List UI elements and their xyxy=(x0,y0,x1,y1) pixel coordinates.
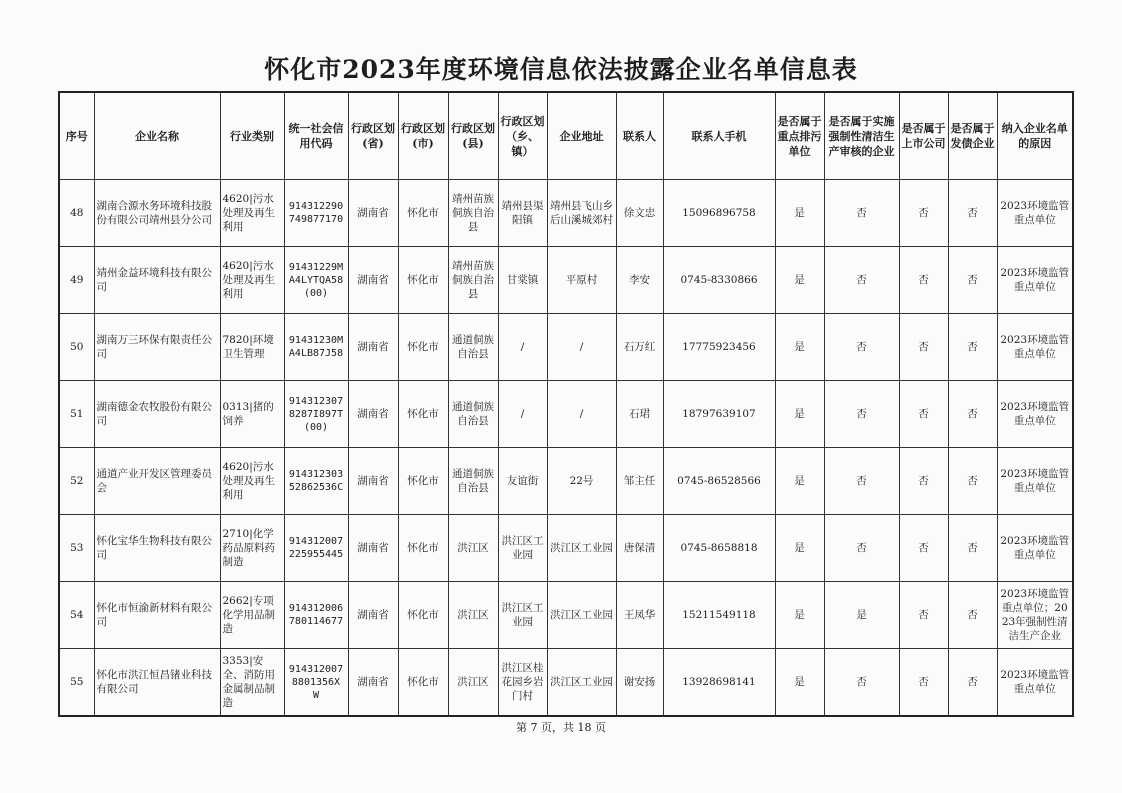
industry-category-cell: 3353|安全、消防用金属制品制造 xyxy=(220,649,284,717)
bond-issuer-flag-cell: 否 xyxy=(948,247,997,314)
contact-phone-cell: 17775923456 xyxy=(663,314,775,381)
key-polluter-flag-cell: 是 xyxy=(775,180,824,247)
listed-company-flag-cell: 否 xyxy=(899,381,948,448)
city-cell: 怀化市 xyxy=(398,180,448,247)
listed-company-flag-cell: 否 xyxy=(899,515,948,582)
inclusion-reason-cell: 2023环境监管重点单位 xyxy=(997,515,1073,582)
company-name-cell: 湖南德金农牧股份有限公司 xyxy=(94,381,220,448)
company-name-cell: 怀化市洪江恒昌锗业科技有限公司 xyxy=(94,649,220,717)
header-cell: 是否属于上市公司 xyxy=(899,92,948,180)
industry-category-cell: 2662|专项化学用品制造 xyxy=(220,582,284,649)
header-cell: 序号 xyxy=(59,92,94,180)
listed-company-flag-cell: 否 xyxy=(899,448,948,515)
contact-person-cell: 邹主任 xyxy=(616,448,663,515)
credit-code-cell: 91431229MA4LYTQA58(00) xyxy=(284,247,348,314)
row-number-cell: 55 xyxy=(59,649,94,717)
credit-code-cell: 914312007225955445 xyxy=(284,515,348,582)
inclusion-reason-cell: 2023环境监管重点单位 xyxy=(997,314,1073,381)
bond-issuer-flag-cell: 否 xyxy=(948,448,997,515)
clean-production-flag-cell: 否 xyxy=(824,649,899,717)
county-cell: 通道侗族自治县 xyxy=(448,314,498,381)
province-cell: 湖南省 xyxy=(348,448,398,515)
city-cell: 怀化市 xyxy=(398,247,448,314)
credit-code-cell: 9143123078287I897T(00) xyxy=(284,381,348,448)
address-cell: 靖州县飞山乡后山溪城郊村 xyxy=(547,180,616,247)
page-number: 第 7 页，共 18 页 xyxy=(516,721,606,734)
address-cell: 洪江区工业园 xyxy=(547,582,616,649)
contact-phone-cell: 13928698141 xyxy=(663,649,775,717)
town-cell: 甘棠镇 xyxy=(498,247,547,314)
contact-person-cell: 徐文忠 xyxy=(616,180,663,247)
listed-company-flag-cell: 否 xyxy=(899,247,948,314)
company-name-cell: 怀化宝华生物科技有限公司 xyxy=(94,515,220,582)
town-cell: 靖州县渠阳镇 xyxy=(498,180,547,247)
credit-code-cell: 9143120078801356X W xyxy=(284,649,348,717)
industry-category-cell: 4620|污水处理及再生利用 xyxy=(220,448,284,515)
contact-person-cell: 石珺 xyxy=(616,381,663,448)
credit-code-cell: 914312303528625​36C xyxy=(284,448,348,515)
listed-company-flag-cell: 否 xyxy=(899,180,948,247)
header-cell: 行政区划(县) xyxy=(448,92,498,180)
province-cell: 湖南省 xyxy=(348,247,398,314)
contact-person-cell: 石万红 xyxy=(616,314,663,381)
header-cell: 行政区划(省) xyxy=(348,92,398,180)
header-cell: 联系人 xyxy=(616,92,663,180)
table-row xyxy=(59,649,1073,717)
key-polluter-flag-cell: 是 xyxy=(775,448,824,515)
clean-production-flag-cell: 是 xyxy=(824,582,899,649)
listed-company-flag-cell: 否 xyxy=(899,582,948,649)
key-polluter-flag-cell: 是 xyxy=(775,515,824,582)
row-number-cell: 54 xyxy=(59,582,94,649)
row-number-cell: 52 xyxy=(59,448,94,515)
row-number-cell: 49 xyxy=(59,247,94,314)
city-cell: 怀化市 xyxy=(398,582,448,649)
town-cell: 洪江区桂花园乡岩门村 xyxy=(498,649,547,717)
contact-phone-cell: 0745-86528566 xyxy=(663,448,775,515)
header-cell: 是否属于实施强制性清洁生产审核的企业 xyxy=(824,92,899,180)
province-cell: 湖南省 xyxy=(348,515,398,582)
city-cell: 怀化市 xyxy=(398,515,448,582)
address-cell: 洪江区工业园 xyxy=(547,515,616,582)
header-cell: 行政区划(市) xyxy=(398,92,448,180)
company-name-cell: 通道产业开发区管理委员会 xyxy=(94,448,220,515)
contact-phone-cell: 15096896758 xyxy=(663,180,775,247)
clean-production-flag-cell: 否 xyxy=(824,314,899,381)
table-row xyxy=(59,381,1073,448)
province-cell: 湖南省 xyxy=(348,649,398,717)
company-name-cell: 湖南合源水务环境科技股份有限公司靖州县分公司 xyxy=(94,180,220,247)
header-cell: 企业地址 xyxy=(547,92,616,180)
contact-phone-cell: 0745-8658818 xyxy=(663,515,775,582)
bond-issuer-flag-cell: 否 xyxy=(948,515,997,582)
town-cell: / xyxy=(498,381,547,448)
header-cell: 联系人手机 xyxy=(663,92,775,180)
credit-code-cell: 914312006780114677 xyxy=(284,582,348,649)
contact-phone-cell: 15211549118 xyxy=(663,582,775,649)
county-cell: 靖州苗族侗族自治县 xyxy=(448,180,498,247)
address-cell: 洪江区工业园 xyxy=(547,649,616,717)
key-polluter-flag-cell: 是 xyxy=(775,314,824,381)
enterprise-table xyxy=(58,91,1074,717)
credit-code-cell: 91431230MA4LB87J58 xyxy=(284,314,348,381)
county-cell: 靖州苗族侗族自治县 xyxy=(448,247,498,314)
table-row xyxy=(59,247,1073,314)
row-number-cell: 48 xyxy=(59,180,94,247)
province-cell: 湖南省 xyxy=(348,582,398,649)
clean-production-flag-cell: 否 xyxy=(824,515,899,582)
header-cell: 纳入企业名单的原因 xyxy=(997,92,1073,180)
town-cell: 友谊街 xyxy=(498,448,547,515)
header-cell: 行业类别 xyxy=(220,92,284,180)
clean-production-flag-cell: 否 xyxy=(824,448,899,515)
listed-company-flag-cell: 否 xyxy=(899,649,948,717)
address-cell: / xyxy=(547,381,616,448)
bond-issuer-flag-cell: 否 xyxy=(948,582,997,649)
key-polluter-flag-cell: 是 xyxy=(775,381,824,448)
county-cell: 洪江区 xyxy=(448,582,498,649)
city-cell: 怀化市 xyxy=(398,381,448,448)
inclusion-reason-cell: 2023环境监管重点单位 xyxy=(997,247,1073,314)
key-polluter-flag-cell: 是 xyxy=(775,247,824,314)
header-row xyxy=(59,92,1073,180)
address-cell: 平原村 xyxy=(547,247,616,314)
table-row xyxy=(59,314,1073,381)
province-cell: 湖南省 xyxy=(348,381,398,448)
row-number-cell: 50 xyxy=(59,314,94,381)
address-cell: 22号 xyxy=(547,448,616,515)
clean-production-flag-cell: 否 xyxy=(824,247,899,314)
contact-phone-cell: 18797639107 xyxy=(663,381,775,448)
table-row xyxy=(59,180,1073,247)
header-cell: 统一社会信用代码 xyxy=(284,92,348,180)
address-cell: / xyxy=(547,314,616,381)
industry-category-cell: 2710|化学药品原料药制造 xyxy=(220,515,284,582)
key-polluter-flag-cell: 是 xyxy=(775,582,824,649)
city-cell: 怀化市 xyxy=(398,649,448,717)
town-cell: 洪江区工业园 xyxy=(498,582,547,649)
row-number-cell: 51 xyxy=(59,381,94,448)
company-name-cell: 怀化市恒渝新材料有限公司 xyxy=(94,582,220,649)
listed-company-flag-cell: 否 xyxy=(899,314,948,381)
contact-phone-cell: 0745-8330866 xyxy=(663,247,775,314)
header-cell: 企业名称 xyxy=(94,92,220,180)
industry-category-cell: 0313|猪的饲养 xyxy=(220,381,284,448)
town-cell: / xyxy=(498,314,547,381)
inclusion-reason-cell: 2023环境监管重点单位 xyxy=(997,448,1073,515)
company-name-cell: 湖南万三环保有限责任公司 xyxy=(94,314,220,381)
contact-person-cell: 王凤华 xyxy=(616,582,663,649)
inclusion-reason-cell: 2023环境监管重点单位 xyxy=(997,381,1073,448)
county-cell: 洪江区 xyxy=(448,649,498,717)
contact-person-cell: 谢安扬 xyxy=(616,649,663,717)
city-cell: 怀化市 xyxy=(398,448,448,515)
table-row xyxy=(59,515,1073,582)
header-cell: 是否属于重点排污单位 xyxy=(775,92,824,180)
header-cell: 行政区划（乡、镇） xyxy=(498,92,547,180)
industry-category-cell: 4620|污水处理及再生利用 xyxy=(220,180,284,247)
town-cell: 洪江区工业园 xyxy=(498,515,547,582)
credit-code-cell: 914312290749877170 xyxy=(284,180,348,247)
contact-person-cell: 唐保清 xyxy=(616,515,663,582)
county-cell: 通道侗族自治县 xyxy=(448,381,498,448)
clean-production-flag-cell: 否 xyxy=(824,381,899,448)
industry-category-cell: 4620|污水处理及再生利用 xyxy=(220,247,284,314)
province-cell: 湖南省 xyxy=(348,314,398,381)
bond-issuer-flag-cell: 否 xyxy=(948,381,997,448)
industry-category-cell: 7820|环境卫生管理 xyxy=(220,314,284,381)
table-row xyxy=(59,582,1073,649)
clean-production-flag-cell: 否 xyxy=(824,180,899,247)
company-name-cell: 靖州金益环境科技有限公司 xyxy=(94,247,220,314)
contact-person-cell: 李安 xyxy=(616,247,663,314)
inclusion-reason-cell: 2023环境监管重点单位 xyxy=(997,649,1073,717)
header-cell: 是否属于发债企业 xyxy=(948,92,997,180)
county-cell: 洪江区 xyxy=(448,515,498,582)
inclusion-reason-cell: 2023环境监管重点单位；2023年强制性清洁生产企业 xyxy=(997,582,1073,649)
row-number-cell: 53 xyxy=(59,515,94,582)
inclusion-reason-cell: 2023环境监管重点单位 xyxy=(997,180,1073,247)
city-cell: 怀化市 xyxy=(398,314,448,381)
document-title: 怀化市2023年度环境信息依法披露企业名单信息表 xyxy=(264,55,858,84)
bond-issuer-flag-cell: 否 xyxy=(948,314,997,381)
bond-issuer-flag-cell: 否 xyxy=(948,180,997,247)
table-row xyxy=(59,448,1073,515)
county-cell: 通道侗族自治县 xyxy=(448,448,498,515)
key-polluter-flag-cell: 是 xyxy=(775,649,824,717)
province-cell: 湖南省 xyxy=(348,180,398,247)
bond-issuer-flag-cell: 否 xyxy=(948,649,997,717)
